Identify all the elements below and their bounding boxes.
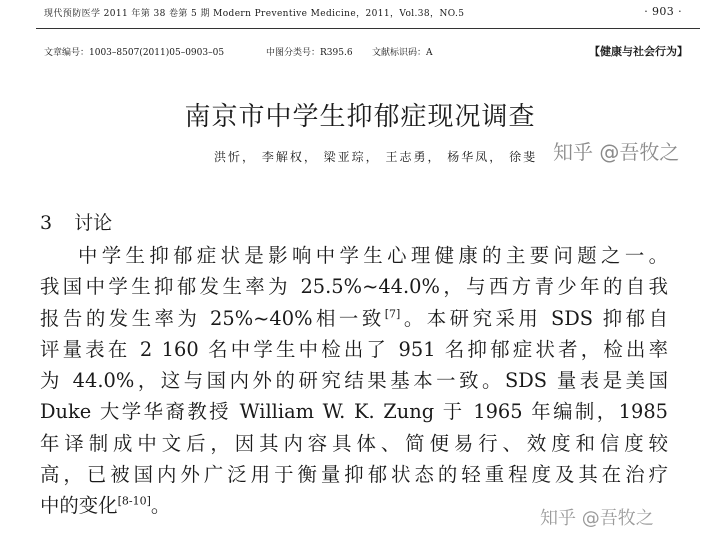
line-text: 评量表在 2 160 名中学生中检出了 951 名抑郁症状者，检出率 bbox=[40, 337, 668, 361]
paragraph-line bbox=[40, 428, 668, 459]
column-tag: 【健康与社会行为】 bbox=[589, 45, 688, 58]
line-text-continued: 。本研究采用 SDS 抑郁自 bbox=[400, 306, 668, 330]
author-list: 洪忻， 李解权， 梁亚琮， 王志勇， 杨华凤， 徐斐 bbox=[214, 150, 538, 164]
paragraph-line bbox=[40, 334, 668, 365]
paragraph-line bbox=[40, 396, 668, 427]
journal-info: 现代预防医学 2011 年第 38 卷第 5 期 Modern Preventive Medicine，2011，Vol.38，NO.5 bbox=[44, 9, 465, 19]
article-number: 文章编号：1003–8507(2011)05–0903–05 bbox=[44, 48, 225, 58]
running-head bbox=[44, 6, 690, 22]
paragraph-line bbox=[40, 459, 668, 490]
paragraph-line bbox=[40, 303, 668, 334]
citation-ref: [7] bbox=[384, 307, 401, 321]
discussion-paragraph bbox=[40, 240, 668, 522]
header-rule bbox=[36, 28, 700, 29]
citation-ref: [8-10] bbox=[117, 494, 151, 508]
article-title: 南京市中学生抑郁症现况调查 bbox=[184, 102, 536, 132]
classification-number: 中图分类号：R395.6 bbox=[266, 48, 353, 58]
watermark-top: 知乎 @吾牧之 bbox=[553, 140, 680, 164]
line-text: 中的变化 bbox=[40, 494, 118, 518]
watermark-bottom: 知乎 @吾牧之 bbox=[540, 508, 654, 529]
document-code: 文献标识码：A bbox=[372, 48, 433, 58]
paragraph-line bbox=[40, 271, 668, 302]
line-text: 我国中学生抑郁发生率为 25.5%~44.0%，与西方青少年的自我 bbox=[40, 275, 668, 299]
paragraph-line bbox=[40, 240, 668, 271]
line-text: 高，已被国内外广泛用于衡量抑郁状态的轻重程度及其在治疗 bbox=[40, 463, 668, 487]
line-text-continued: 。 bbox=[150, 494, 171, 518]
line-text: 中学生抑郁症状是影响中学生心理健康的主要问题之一。 bbox=[78, 244, 668, 267]
line-text: Duke 大学华裔教授 William W. K. Zung 于 1965 年编制，1985 bbox=[40, 400, 668, 424]
page-number: · 903 · bbox=[644, 5, 682, 18]
line-text: 报告的发生率为 25%~40%相一致 bbox=[40, 306, 385, 330]
section-title: 讨论 bbox=[74, 212, 113, 234]
paragraph-line bbox=[40, 365, 668, 396]
section-heading bbox=[40, 208, 112, 235]
line-text: 年译制成中文后，因其内容具体、简便易行、效度和信度较 bbox=[40, 431, 668, 455]
line-text: 为 44.0%，这与国内外的研究结果基本一致。SDS 量表是美国 bbox=[40, 369, 668, 393]
section-number: 3 bbox=[40, 212, 53, 234]
